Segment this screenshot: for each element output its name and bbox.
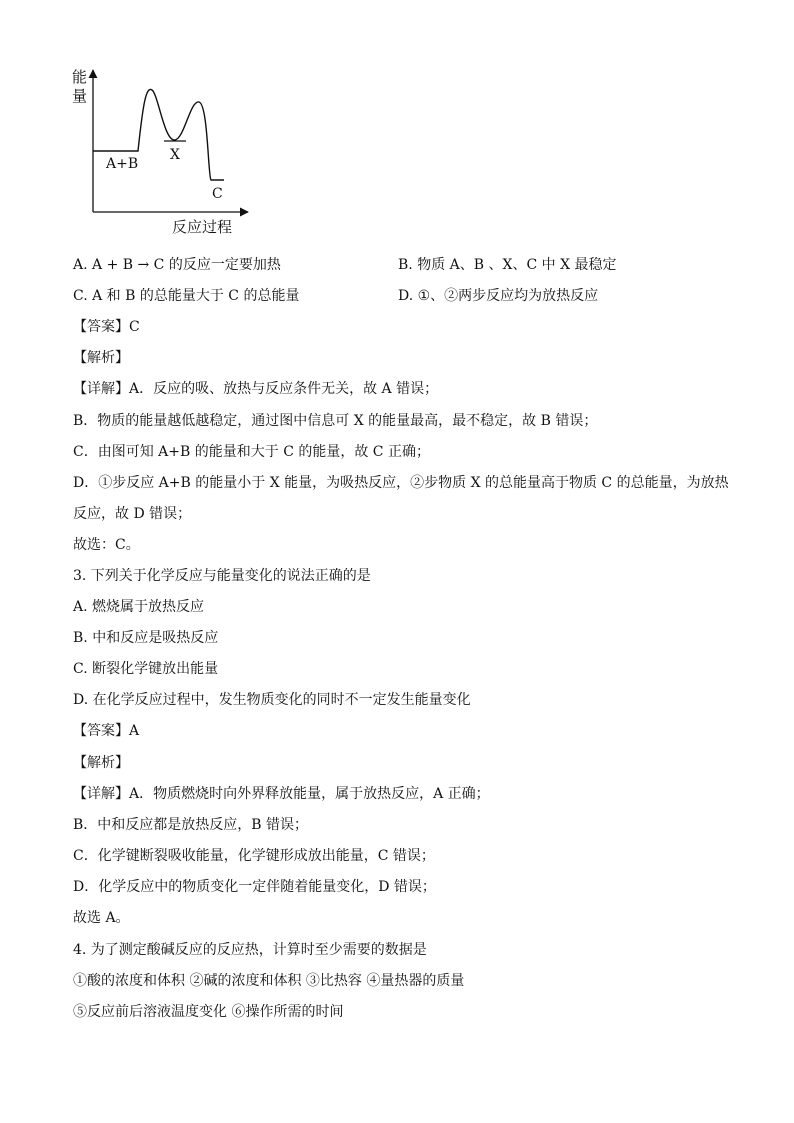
energy-diagram	[60, 64, 260, 244]
q2-analysis-heading: 【解析】	[73, 350, 129, 366]
q2-option-a: A. A + B → C 的反应一定要加热	[73, 257, 281, 273]
q2-detail-d-line-2: 反应，故 D 错误；	[73, 506, 192, 522]
q3-detail-a: 【详解】A．物质燃烧时向外界释放能量，属于放热反应，A 正确；	[73, 786, 490, 802]
q2-options-row-2	[73, 287, 733, 305]
q4-items-line-2: ⑤反应前后溶液温度变化 ⑥操作所需的时间	[73, 1004, 344, 1020]
y-axis-label-1: 能	[72, 68, 88, 86]
label-intermediate: X	[170, 147, 180, 163]
y-axis-label-2: 量	[72, 87, 88, 105]
q2-answer: 【答案】C	[73, 319, 140, 335]
energy-diagram-svg	[60, 64, 260, 244]
q3-conclusion: 故选 A。	[73, 910, 130, 926]
label-reactants: A+B	[106, 156, 139, 172]
q2-options-row-1	[73, 256, 733, 274]
q4-items-line-1: ①酸的浓度和体积 ②碱的浓度和体积 ③比热容 ④量热器的质量	[73, 973, 465, 989]
q2-detail-c: C．由图可知 A+B 的能量和大于 C 的能量，故 C 正确；	[73, 444, 430, 460]
q2-detail-b: B．物质的能量越低越稳定，通过图中信息可 X 的能量最高，最不稳定，故 B 错误；	[73, 413, 598, 429]
q2-detail-a: 【详解】A．反应的吸、放热与反应条件无关，故 A 错误；	[73, 381, 439, 397]
q2-detail-d-line-1: D．①步反应 A+B 的能量小于 X 能量，为吸热反应，②步物质 X 的总能量高于物质 C 的总能量，为放热	[73, 475, 729, 491]
q3-option-d: D. 在化学反应过程中，发生物质变化的同时不一定发生能量变化	[73, 692, 471, 708]
q3-option-a: A. 燃烧属于放热反应	[73, 599, 205, 615]
q3-answer: 【答案】A	[73, 723, 140, 739]
q3-detail-b: B．中和反应都是放热反应，B 错误；	[73, 817, 309, 833]
q2-option-b: B. 物质 A、B 、X、C 中 X 最稳定	[398, 257, 617, 273]
q2-option-c: C. A 和 B 的总能量大于 C 的总能量	[73, 288, 300, 304]
q3-option-b: B. 中和反应是吸热反应	[73, 630, 219, 646]
label-product: C	[212, 186, 223, 202]
q2-conclusion: 故选：C。	[73, 537, 140, 553]
q3-option-c: C. 断裂化学键放出能量	[73, 661, 219, 677]
q3-detail-d: D．化学反应中的物质变化一定伴随着能量变化，D 错误；	[73, 879, 436, 895]
q4-stem: 4. 为了测定酸碱反应的反应热，计算时至少需要的数据是	[73, 942, 427, 958]
q2-option-d: D. ①、②两步反应均为放热反应	[398, 288, 599, 304]
q3-stem: 3. 下列关于化学反应与能量变化的说法正确的是	[73, 568, 371, 584]
q3-detail-c: C．化学键断裂吸收能量，化学键形成放出能量，C 错误；	[73, 848, 435, 864]
x-axis-label: 反应过程	[172, 218, 233, 236]
q3-analysis-heading: 【解析】	[73, 755, 129, 771]
